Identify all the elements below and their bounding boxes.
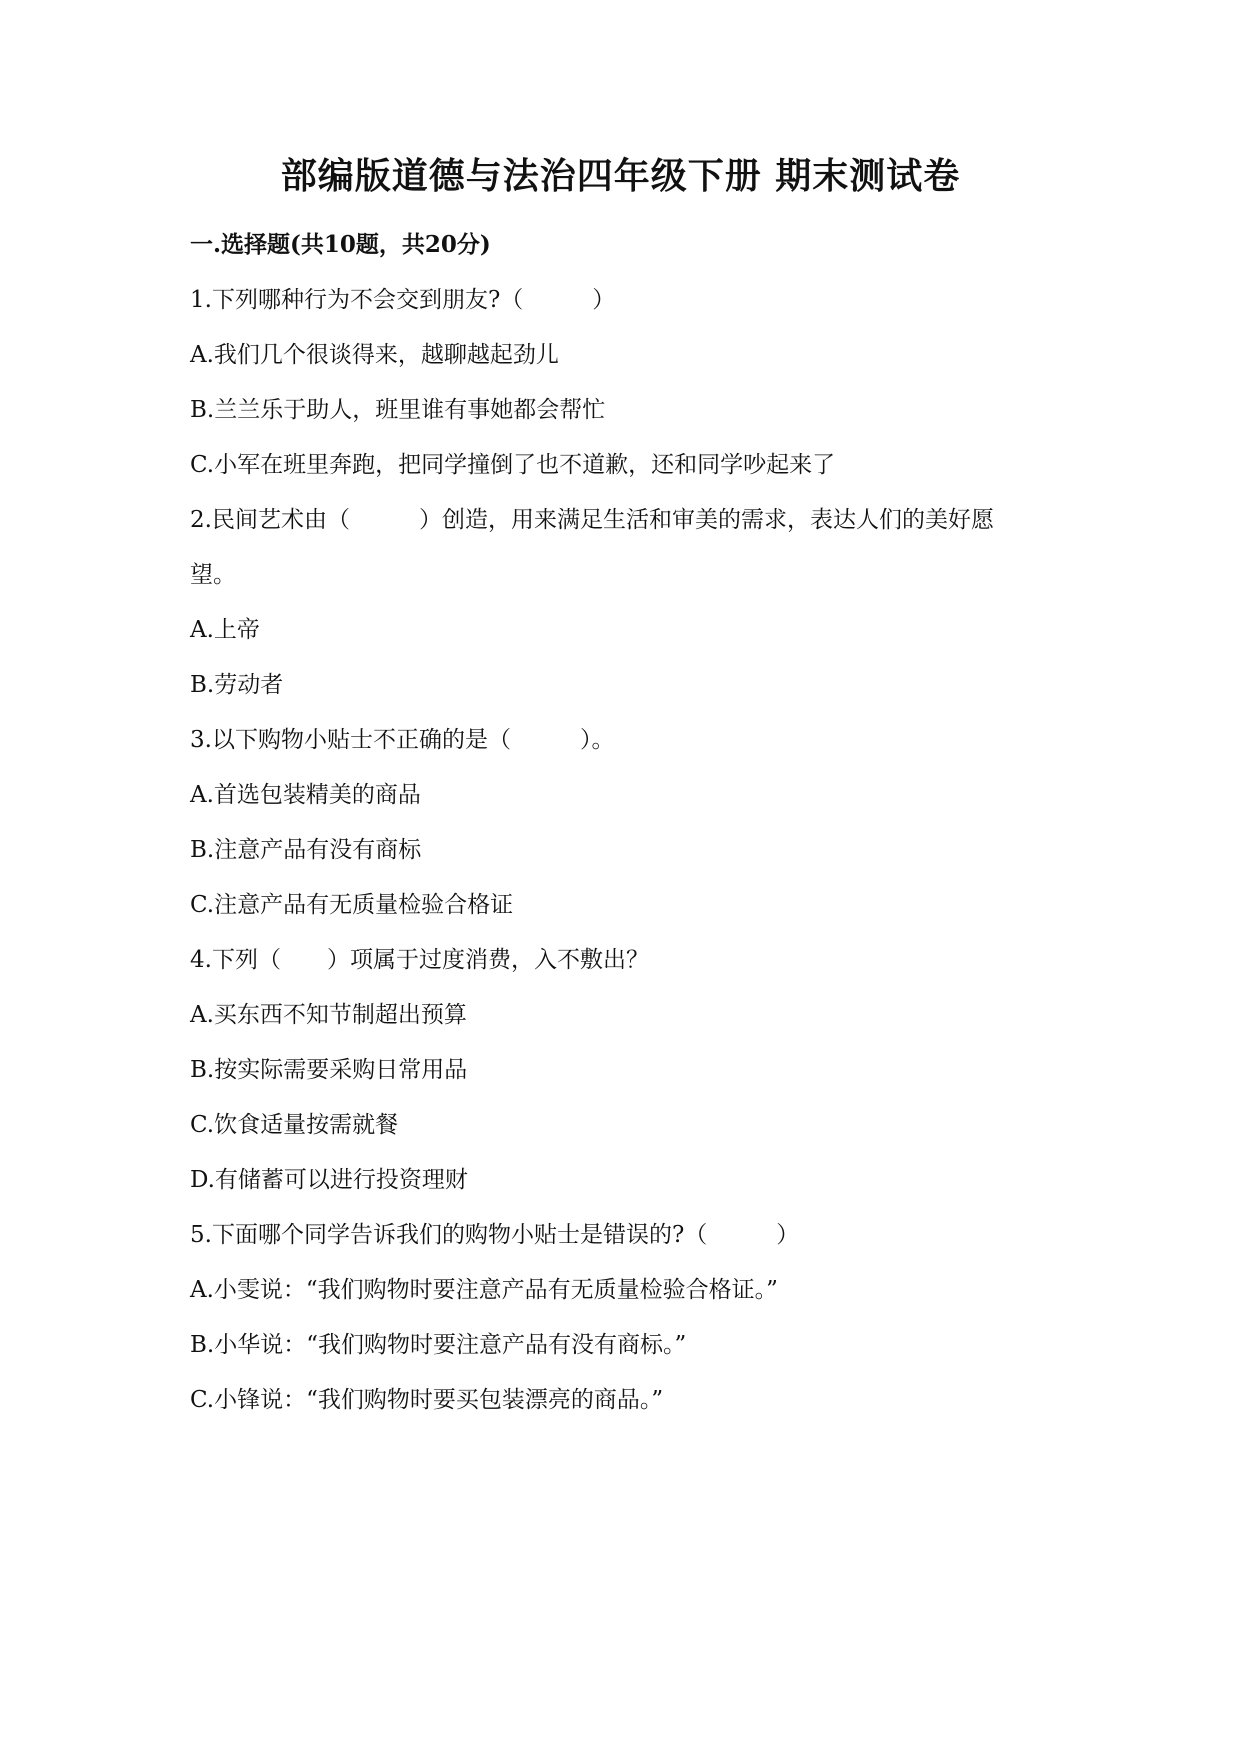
question-1-option-b: B.兰兰乐于助人，班里谁有事她都会帮忙 <box>190 397 606 423</box>
question-3-option-c: C.注意产品有无质量检验合格证 <box>190 892 514 918</box>
section-heading: 一.选择题(共10题，共20分) <box>190 231 491 258</box>
question-5: 5.下面哪个同学告诉我们的购物小贴士是错误的?（ ） <box>190 1222 800 1248</box>
question-2-continuation: 望。 <box>190 562 236 588</box>
page-title: 部编版道德与法治四年级下册 期末测试卷 <box>280 155 961 197</box>
question-5-option-c: C.小锋说：“我们购物时要买包装漂亮的商品。” <box>190 1387 664 1413</box>
question-4-option-b: B.按实际需要采购日常用品 <box>190 1057 468 1083</box>
question-4-option-a: A.买东西不知节制超出预算 <box>190 1002 467 1028</box>
question-4-option-c: C.饮食适量按需就餐 <box>190 1112 399 1138</box>
question-1-option-c: C.小军在班里奔跑，把同学撞倒了也不道歉，还和同学吵起来了 <box>190 452 836 478</box>
question-1-option-a: A.我们几个很谈得来，越聊越起劲儿 <box>190 342 559 368</box>
question-2: 2.民间艺术由（ ）创造，用来满足生活和审美的需求，表达人们的美好愿 <box>190 507 994 533</box>
question-2-option-a: A.上帝 <box>190 617 260 643</box>
question-5-option-a: A.小雯说：“我们购物时要注意产品有无质量检验合格证。” <box>190 1277 778 1303</box>
question-3-option-a: A.首选包装精美的商品 <box>190 782 421 808</box>
question-4: 4.下列（ ）项属于过度消费，入不敷出？ <box>190 947 649 973</box>
question-3: 3.以下购物小贴士不正确的是（ ）。 <box>190 727 615 753</box>
question-3-option-b: B.注意产品有没有商标 <box>190 837 422 863</box>
question-1: 1.下列哪种行为不会交到朋友?（ ） <box>190 287 616 313</box>
question-4-option-d: D.有储蓄可以进行投资理财 <box>190 1167 468 1193</box>
question-2-option-b: B.劳动者 <box>190 672 284 698</box>
question-5-option-b: B.小华说：“我们购物时要注意产品有没有商标。” <box>190 1332 687 1358</box>
